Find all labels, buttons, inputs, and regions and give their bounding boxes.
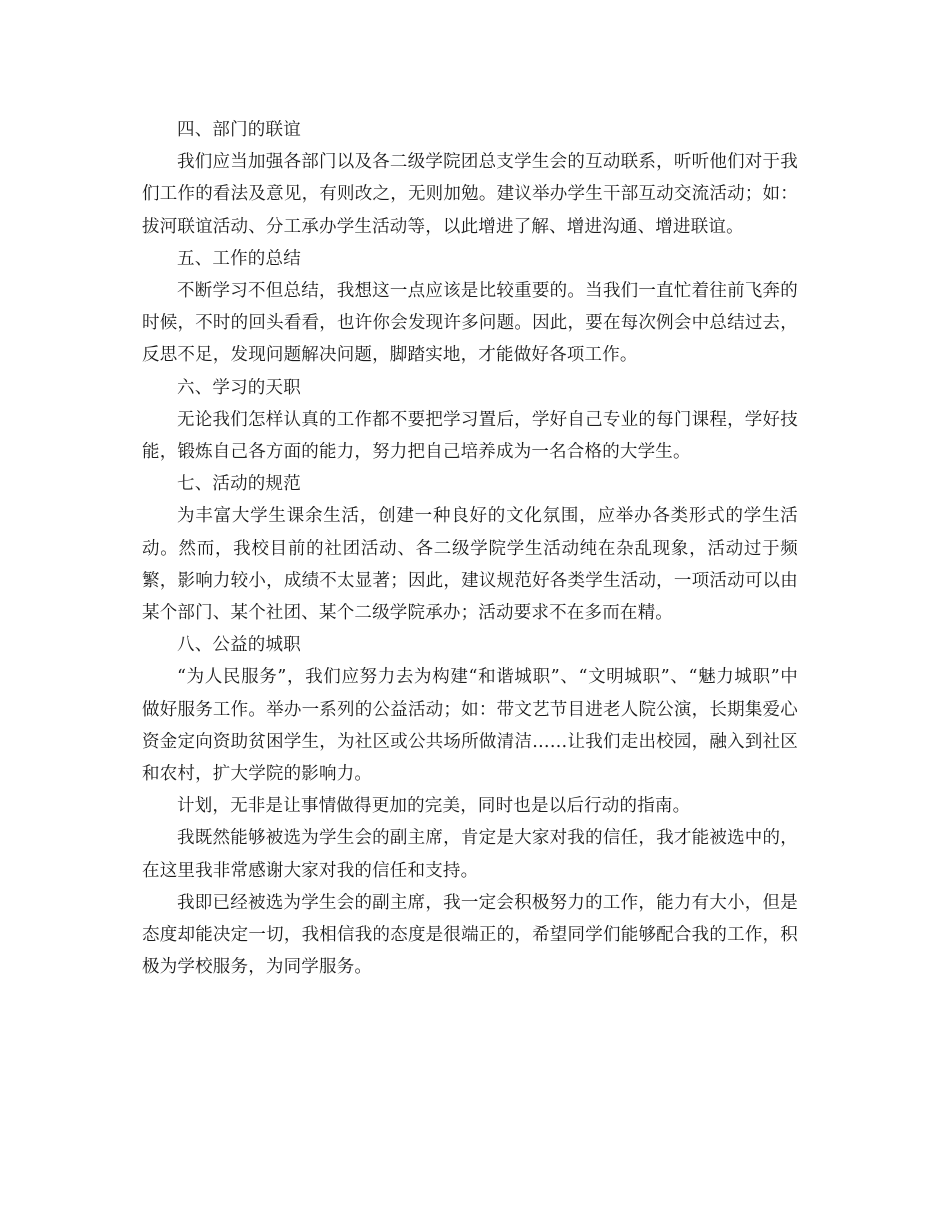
- section-heading-7: 七、活动的规范: [177, 474, 301, 495]
- section-heading-8: 八、公益的城职: [177, 635, 301, 656]
- document-body: [142, 114, 798, 983]
- paragraph-plan-note: 计划，无非是让事情做得更加的完美，同时也是以后行动的指南。: [177, 796, 691, 817]
- paragraph-department-liaison: 我们应当加强各部门以及各二级学院团总支学生会的互动联系，听听他们对于我们工作的看法及意见，有则改之，无则加勉。建议举办学生干部互动交流活动；如：拔河联谊活动、分工承办学生活动等，以此增进了解、增进沟通、增进联谊。: [142, 152, 798, 237]
- paragraph-activity-norms: 为丰富大学生课余生活，创建一种良好的文化氛围，应举办各类形式的学生活动。然而，我校目前的社团活动、各二级学院学生活动纯在杂乱现象，活动过于频繁，影响力较小，成绩不太显著；因此，建议规范好各类学生活动，一项活动可以由某个部门、某个社团、某个二级学院承办；活动要求不在多而在精。: [142, 506, 798, 624]
- paragraph-study-duty: 无论我们怎样认真的工作都不要把学习置后，学好自己专业的每门课程，学好技能，锻炼自己各方面的能力，努力把自己培养成为一名合格的大学生。: [142, 409, 798, 463]
- section-heading-4: 四、部门的联谊: [177, 120, 301, 140]
- section-heading-5: 五、工作的总结: [177, 248, 301, 269]
- paragraph-public-welfare: “为人民服务”，我们应努力去为构建“和谐城职”、“文明城职”、“魅力城职”中做好服务工作。举办一系列的公益活动；如：带文艺节目进老人院公演，长期集爱心资金定向资助贫困学生，为社区或公共场所做清洁……让我们走出校园，融入到社区和农村，扩大学院的影响力。: [142, 667, 798, 785]
- paragraph-work-summary: 不断学习不但总结，我想这一点应该是比较重要的。当我们一直忙着往前飞奔的时候，不时的回头看看，也许你会发现许多问题。因此，要在每次例会中总结过去，反思不足，发现问题解决问题，脚踏实地，才能做好各项工作。: [142, 281, 798, 366]
- paragraph-commitment: 我即已经被选为学生会的副主席，我一定会积极努力的工作，能力有大小，但是态度却能决定一切，我相信我的态度是很端正的，希望同学们能够配合我的工作，积极为学校服务，为同学服务。: [142, 892, 798, 978]
- paragraph-gratitude: 我既然能够被选为学生会的副主席，肯定是大家对我的信任，我才能被选中的，在这里我非常感谢大家对我的信任和支持。: [142, 828, 798, 881]
- section-heading-6: 六、学习的天职: [177, 377, 301, 398]
